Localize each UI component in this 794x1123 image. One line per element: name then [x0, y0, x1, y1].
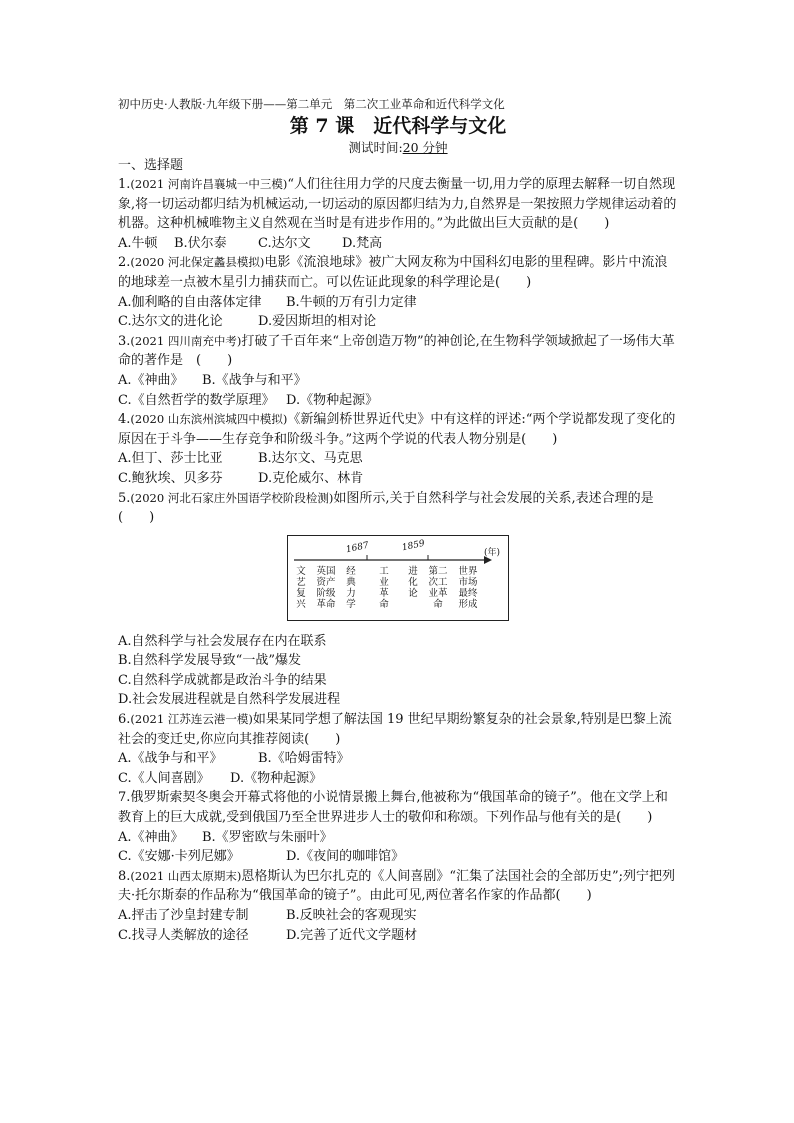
option-b[interactable]: B.《罗密欧与朱丽叶》 — [202, 829, 333, 845]
section-heading: 一、选择题 — [118, 158, 184, 173]
question-1 — [118, 175, 678, 234]
test-time-value: 20 分钟 — [402, 140, 448, 155]
options-row — [118, 828, 678, 848]
option-c[interactable]: C.《安娜·卡列尼娜》 — [118, 849, 240, 865]
question-number: 8. — [118, 868, 131, 884]
options-row — [118, 926, 678, 946]
option-b[interactable]: B.反映社会的客观现实 — [286, 908, 417, 923]
options-row — [118, 769, 678, 789]
question-8 — [118, 867, 678, 906]
options-row — [118, 449, 678, 469]
timeline-column-7: 世界市场最终形成 — [458, 565, 478, 610]
option-a[interactable]: A.伽利略的自由落体定律 — [118, 294, 262, 310]
options-row — [118, 671, 678, 691]
options-row — [118, 293, 678, 313]
options-row — [118, 690, 678, 710]
question-text: 俄罗斯索契冬奥会开幕式将他的小说情景搬上舞台,他被称为“俄国革命的镜子”。他在文学上和教育上的巨大成就,受到俄国乃至全世界进步人士的敬仰和称颂。下列作品与他有关的是( ) — [118, 790, 668, 826]
question-source: (2021 河南许昌襄城一中三模) — [130, 177, 288, 191]
question-source: (2021 四川南充中考) — [130, 333, 242, 348]
timeline-column-5: 进化论 — [408, 565, 418, 599]
option-d[interactable]: D.社会发展进程就是自然科学发展进程 — [118, 692, 341, 708]
timeline-figure — [287, 535, 509, 621]
question-source: (2020 河北保定蠡县模拟) — [130, 255, 265, 270]
question-text: 如图所示,关于自然科学与社会发展的关系,表述合理的是( ) — [118, 490, 654, 526]
question-source: (2021 江苏连云港一模) — [130, 712, 253, 727]
option-d[interactable]: D.爱因斯坦的相对论 — [258, 314, 377, 330]
option-b[interactable]: B.牛顿的万有引力定律 — [286, 294, 417, 310]
option-a[interactable]: A.《神曲》 — [118, 372, 184, 388]
option-b[interactable]: B.《战争与和平》 — [202, 372, 307, 388]
timeline-figure-wrap — [118, 535, 678, 621]
option-d[interactable]: D.梵高 — [342, 235, 383, 251]
question-source: (2020 山东滨州滨城四中模拟) — [130, 412, 288, 427]
option-a[interactable]: A.《战争与和平》 — [118, 751, 223, 767]
timeline-column-6: 第二次工业革命 — [428, 565, 448, 610]
options-row — [118, 749, 678, 769]
options-row — [118, 651, 678, 671]
header-line: 初中历史·人教版·九年级下册——第二单元 第二次工业革命和近代科学文化 — [118, 97, 505, 111]
worksheet-page — [118, 96, 678, 945]
option-a[interactable]: A.抨击了沙皇封建专制 — [118, 908, 249, 923]
option-c[interactable]: C.达尔文 — [258, 235, 311, 251]
timeline-year-1687: 1687 — [345, 540, 370, 555]
question-text: 打破了千百年来“上帝创造万物”的神创论,在生物科学领域掀起了一场伟大革命的著作是 ( ) — [118, 333, 675, 369]
timeline-unit: (年) — [484, 547, 501, 558]
question-text: 恩格斯认为巴尔扎克的《人间喜剧》“汇集了法国社会的全部历史”;列宁把列夫·托尔斯泰的作品称为“俄国革命的镜子”。由此可见,两位著名作家的作品都( ) — [118, 868, 675, 904]
question-text: 电影《流浪地球》被广大网友称为中国科幻电影的里程碑。影片中流浪的地球差一点被木星引力捕获而亡。可以佐证此现象的科学理论是( ) — [118, 255, 668, 290]
question-number: 4. — [118, 412, 131, 428]
question-number: 2. — [118, 255, 131, 271]
option-b[interactable]: B.达尔文、马克思 — [258, 451, 363, 467]
question-3 — [118, 332, 678, 371]
question-number: 5. — [118, 490, 131, 506]
option-a[interactable]: A.但丁、莎士比亚 — [118, 451, 223, 467]
question-text: 《新编剑桥世界近代史》中有这样的评述:“两个学说都发现了变化的原因在于斗争——生存竞争和阶级斗争。”这两个学说的代表人物分别是( ) — [118, 412, 676, 447]
options-row — [118, 312, 678, 332]
options-row — [118, 847, 678, 867]
question-2 — [118, 253, 678, 292]
options-row — [118, 906, 678, 926]
question-number: 7. — [118, 790, 131, 806]
timeline-column-3: 经典力学 — [346, 565, 356, 610]
options-row — [118, 234, 678, 254]
timeline-column-4: 工业革命 — [379, 565, 389, 610]
question-4 — [118, 410, 678, 449]
question-text: “人们往往用力学的尺度去衡量一切,用力学的原理去解释一切自然现象,将一切运动都归结为机械运动,一切运动的原因都归结为力,自然界是一架按照力学规律运动着的机器。这种机械唯物主义自然观在当时是有进步作用的。”为此做出巨大贡献的是( ) — [118, 177, 677, 232]
options-row — [118, 391, 678, 411]
question-number: 6. — [118, 712, 131, 728]
question-text: 如果某同学想了解法国 19 世纪早期纷繁复杂的社会景象,特别是巴黎上流社会的变迁史,你应向其推荐阅读( ) — [118, 712, 672, 747]
question-7 — [118, 788, 678, 827]
timeline-column-2: 英国资产阶级革命 — [316, 565, 336, 610]
option-d[interactable]: D.《物种起源》 — [230, 770, 323, 786]
question-5 — [118, 489, 678, 528]
question-source: (2021 山西太原期末) — [130, 868, 242, 883]
option-c[interactable]: C.自然科学成就都是政治斗争的结果 — [118, 672, 327, 688]
option-c[interactable]: C.找寻人类解放的途径 — [118, 927, 249, 943]
timeline-column-1: 文艺复兴 — [296, 565, 306, 610]
option-c[interactable]: C.《自然哲学的数学原理》 — [118, 392, 275, 408]
option-c[interactable]: C.鲍狄埃、贝多芬 — [118, 470, 223, 486]
option-d[interactable]: D.完善了近代文学题材 — [286, 927, 418, 943]
option-b[interactable]: B.《哈姆雷特》 — [258, 751, 350, 767]
test-time-label: 测试时间: — [348, 140, 403, 155]
question-number: 3. — [118, 333, 131, 349]
option-a[interactable]: A.《神曲》 — [118, 829, 184, 845]
options-row — [118, 632, 678, 652]
option-a[interactable]: A.牛顿 — [118, 235, 158, 251]
option-d[interactable]: D.《夜间的咖啡馆》 — [286, 849, 405, 865]
option-d[interactable]: D.《物种起源》 — [286, 392, 379, 408]
question-6 — [118, 710, 678, 749]
option-b[interactable]: B.自然科学发展导致“一战”爆发 — [118, 653, 301, 669]
option-b[interactable]: B.伏尔泰 — [174, 235, 227, 251]
option-c[interactable]: C.《人间喜剧》 — [118, 770, 210, 786]
option-a[interactable]: A.自然科学与社会发展存在内在联系 — [118, 633, 327, 649]
test-time — [118, 139, 678, 156]
option-c[interactable]: C.达尔文的进化论 — [118, 314, 223, 330]
lesson-title: 第 7 课 近代科学与文化 — [289, 115, 507, 137]
question-source: (2020 河北石家庄外国语学校阶段检测) — [130, 490, 334, 505]
timeline-year-1859: 1859 — [401, 538, 426, 553]
options-row — [118, 371, 678, 391]
option-d[interactable]: D.克伦威尔、林肯 — [258, 470, 364, 486]
question-number: 1. — [118, 177, 131, 192]
options-row — [118, 469, 678, 489]
